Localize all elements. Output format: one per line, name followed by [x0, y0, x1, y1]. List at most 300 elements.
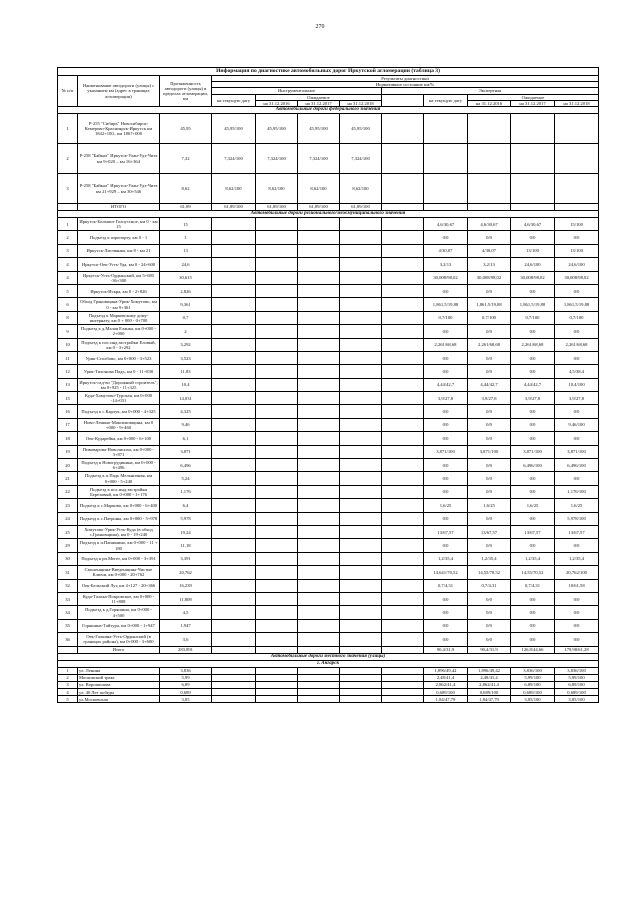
value-cell: 0/0 — [511, 512, 555, 525]
row-number: 3 — [58, 681, 78, 688]
value-cell — [298, 311, 340, 324]
value-cell — [340, 667, 382, 674]
value-cell — [212, 696, 256, 703]
value-cell — [340, 619, 382, 632]
value-cell — [256, 696, 298, 703]
value-cell: 3,871/100 — [555, 445, 599, 458]
row-number: 9 — [58, 325, 78, 338]
value-cell: 1,2/35,4 — [424, 552, 468, 565]
row-number: 21 — [58, 472, 78, 485]
value-cell: 0/0 — [511, 351, 555, 364]
road-length: 19,24 — [160, 526, 212, 539]
value-cell — [298, 231, 340, 244]
value-cell — [212, 674, 256, 681]
value-cell — [212, 311, 256, 324]
section-header-row — [58, 107, 599, 114]
value-cell — [256, 378, 298, 391]
road-length: 45,95 — [160, 114, 212, 144]
table-row — [58, 552, 599, 565]
value-cell — [298, 338, 340, 351]
table-row — [58, 499, 599, 512]
table-row — [58, 338, 599, 351]
value-cell: 3,871/100 — [424, 445, 468, 458]
road-length: 3,391 — [160, 552, 212, 565]
total-value — [340, 646, 382, 653]
value-cell — [212, 298, 256, 311]
table-row — [58, 674, 599, 681]
blank-cell — [382, 405, 424, 418]
value-cell: 0/0 — [468, 539, 511, 552]
value-cell — [511, 144, 555, 174]
value-cell: 0/0 — [424, 633, 468, 646]
table-row — [58, 619, 599, 632]
total-label: Итого — [78, 646, 160, 653]
road-length: 13 — [160, 244, 212, 257]
value-cell: 6,496/100 — [555, 459, 599, 472]
value-cell: 0/0 — [555, 351, 599, 364]
value-cell — [212, 418, 256, 431]
value-cell: 0/0 — [468, 325, 511, 338]
value-cell: 0/0 — [555, 325, 599, 338]
total-blank — [58, 646, 78, 653]
road-length: 7,32 — [160, 144, 212, 174]
value-cell: 45,95/100 — [212, 114, 256, 144]
value-cell — [468, 144, 511, 174]
road-name: Р-258 "Байкал" Иркутск-Улан-Удэ-Чита км 21+929 – км 30+546 — [78, 174, 160, 204]
total-value — [298, 646, 340, 653]
value-cell — [340, 338, 382, 351]
value-cell: 30,008/98,02 — [555, 271, 599, 284]
value-cell: 0/0 — [424, 619, 468, 632]
road-name: Обход Грановщина-Урик-Хомутово, км 0 - км 9+361 — [78, 298, 160, 311]
value-cell — [256, 512, 298, 525]
header-i-2018: на 31.12.2018 — [340, 100, 382, 106]
value-cell — [256, 405, 298, 418]
road-length: 4,325 — [160, 405, 212, 418]
value-cell: 2,48/41,4 — [424, 674, 468, 681]
value-cell — [340, 696, 382, 703]
value-cell — [298, 392, 340, 405]
road-name: Урик-Тихонова Падь, км 0 - 11+830 — [78, 365, 160, 378]
total-label: ИТОГО — [78, 204, 160, 211]
header-e-expected: Ожидаемое — [468, 94, 599, 100]
road-name: Иркутск-Усть-Ордынский, км 5+685 -36+300 — [78, 271, 160, 284]
row-number: 17 — [58, 418, 78, 431]
value-cell: 0/0 — [468, 418, 511, 431]
header-normative: Нормативное состояние км/% — [212, 82, 599, 88]
value-cell — [256, 592, 298, 605]
value-cell — [212, 351, 256, 364]
blank-cell — [382, 526, 424, 539]
value-cell — [212, 459, 256, 472]
road-name: Горяшина-Тайтура, км 0+000 - 1+947 — [78, 619, 160, 632]
value-cell — [256, 218, 298, 231]
value-cell — [298, 633, 340, 646]
value-cell: 3,2/13 — [424, 258, 468, 271]
value-cell: 1,2/35,4 — [468, 552, 511, 565]
total-row — [58, 204, 599, 211]
value-cell — [298, 258, 340, 271]
value-cell — [298, 696, 340, 703]
row-number: 30 — [58, 552, 78, 565]
value-cell — [340, 325, 382, 338]
total-value: 61,89/100 — [298, 204, 340, 211]
header-results: Результаты диагностики — [212, 76, 599, 82]
value-cell — [424, 174, 468, 204]
road-length: 6,4 — [160, 499, 212, 512]
value-cell — [256, 325, 298, 338]
value-cell — [212, 485, 256, 498]
road-length: 20,762 — [160, 566, 212, 579]
road-length: 3,292 — [160, 338, 212, 351]
row-number: 15 — [58, 392, 78, 405]
value-cell: 0/0 — [511, 325, 555, 338]
value-cell — [256, 485, 298, 498]
value-cell: 0/0 — [424, 231, 468, 244]
value-cell: 13/100 — [555, 244, 599, 257]
value-cell: 0/0 — [511, 485, 555, 498]
value-cell: 0/0 — [555, 432, 599, 445]
total-value: 179,98/61,28 — [555, 646, 599, 653]
value-cell: 0/0 — [424, 459, 468, 472]
table-row — [58, 325, 599, 338]
value-cell: 3,85/100 — [555, 696, 599, 703]
value-cell — [256, 244, 298, 257]
value-cell — [212, 499, 256, 512]
value-cell: 24,6/100 — [555, 258, 599, 271]
value-cell: 2,261/68,68 — [424, 338, 468, 351]
road-length: 30,615 — [160, 271, 212, 284]
header-length: Протяженность автодороги (улицы) в пределах агломерации, км — [160, 76, 212, 107]
road-name: Подъезд к с.Патроны, км 0+000 - 5+978 — [78, 512, 160, 525]
row-number: 29 — [58, 539, 78, 552]
road-length: 2 — [160, 325, 212, 338]
value-cell — [340, 445, 382, 458]
value-cell — [212, 689, 256, 696]
value-cell — [256, 271, 298, 284]
value-cell: 0/0 — [468, 365, 511, 378]
value-cell: 10/61,58 — [555, 579, 599, 592]
value-cell: 0/0 — [468, 459, 511, 472]
value-cell — [340, 566, 382, 579]
value-cell: 0/0 — [424, 365, 468, 378]
table-row — [58, 539, 599, 552]
road-length: 3,523 — [160, 351, 212, 364]
road-name: Оек-Бельский Луг, км 4+127 - 20+366 — [78, 579, 160, 592]
value-cell — [340, 365, 382, 378]
row-number: 12 — [58, 365, 78, 378]
value-cell: 0/0 — [468, 606, 511, 619]
value-cell: 0/0 — [468, 512, 511, 525]
blank-cell — [382, 566, 424, 579]
value-cell — [212, 512, 256, 525]
table-row — [58, 696, 599, 703]
road-name: Смоленщина-Введенщина-Чистые Ключи, км 0+000 - 20+762 — [78, 566, 160, 579]
value-cell — [340, 606, 382, 619]
blank-cell — [382, 633, 424, 646]
value-cell — [298, 365, 340, 378]
value-cell — [340, 298, 382, 311]
blank-cell — [382, 459, 424, 472]
row-number: 36 — [58, 633, 78, 646]
value-cell: 0/0 — [468, 432, 511, 445]
value-cell: 4/30,07 — [468, 244, 511, 257]
table-row — [58, 244, 599, 257]
value-cell: 0/0 — [468, 351, 511, 364]
value-cell: 3,85/100 — [511, 696, 555, 703]
value-cell: 0,689/100 — [511, 689, 555, 696]
table-row — [58, 405, 599, 418]
table-row — [58, 218, 599, 231]
value-cell: 45,95/100 — [340, 114, 382, 144]
total-length: 61,89 — [160, 204, 212, 211]
total-value: 90,4/31,9 — [424, 646, 468, 653]
value-cell — [298, 472, 340, 485]
value-cell: 1,861,5/19,88 — [468, 298, 511, 311]
blank-cell — [382, 696, 424, 703]
value-cell: 1,6/25 — [555, 499, 599, 512]
value-cell — [511, 174, 555, 204]
road-length: 9,361 — [160, 298, 212, 311]
value-cell: 1,2/35,4 — [511, 552, 555, 565]
road-name: Урик-Столбово, км 0+000 - 3+523 — [78, 351, 160, 364]
value-cell: 5,99/100 — [511, 674, 555, 681]
blank-cell — [382, 472, 424, 485]
value-cell: 14,55/70,52 — [468, 566, 511, 579]
blank-cell — [382, 539, 424, 552]
blank-cell — [382, 579, 424, 592]
table-row — [58, 579, 599, 592]
value-cell — [298, 218, 340, 231]
value-cell — [212, 325, 256, 338]
table-row — [58, 512, 599, 525]
value-cell — [256, 231, 298, 244]
value-cell: 0,7/100 — [555, 311, 599, 324]
value-cell: 3,2/13 — [468, 258, 511, 271]
total-value — [511, 204, 555, 211]
table-row — [58, 432, 599, 445]
blank-cell — [382, 674, 424, 681]
road-name: Подъезд к пос.инд.застройки Еловый, км 0 - 3+292 — [78, 338, 160, 351]
value-cell — [340, 512, 382, 525]
value-cell — [212, 338, 256, 351]
value-cell — [256, 667, 298, 674]
value-cell: 0/0 — [424, 606, 468, 619]
value-cell: 5,99/100 — [555, 674, 599, 681]
value-cell: 1,84/47,79 — [424, 696, 468, 703]
table-row — [58, 351, 599, 364]
page-number: 270 — [315, 24, 325, 30]
value-cell: 0/0 — [555, 606, 599, 619]
value-cell — [212, 432, 256, 445]
value-cell: 0/0 — [424, 432, 468, 445]
blank-cell — [382, 445, 424, 458]
road-name: Подъезд к с.Карлук, км 0+000 - 4+325 — [78, 405, 160, 418]
value-cell — [298, 619, 340, 632]
road-name: Хомутово-Урик-Усть-Куда (в обход с.Грановщина), км 0 - 19+240 — [78, 526, 160, 539]
value-cell: 0/0 — [511, 539, 555, 552]
value-cell — [298, 432, 340, 445]
road-name: Подъезд к пос.инд.застройки Березовый, км 0+000 - 1+176 — [78, 485, 160, 498]
row-number: 16 — [58, 405, 78, 418]
blank-cell — [382, 325, 424, 338]
value-cell — [212, 231, 256, 244]
road-name: Подъезд к рп.Мегет, км 0+000 - 3+391 — [78, 552, 160, 565]
table-row — [58, 459, 599, 472]
table-row — [58, 592, 599, 605]
value-cell: 1,6/25 — [424, 499, 468, 512]
blank-cell — [382, 418, 424, 431]
header-e-2017: на 31.12.2017 — [511, 100, 555, 106]
value-cell — [256, 284, 298, 297]
value-cell: 6,89/100 — [511, 681, 555, 688]
value-cell — [256, 258, 298, 271]
table-row — [58, 378, 599, 391]
value-cell — [340, 472, 382, 485]
value-cell: 13/67,57 — [468, 526, 511, 539]
value-cell: 1,861,5/19,88 — [424, 298, 468, 311]
road-length: 10,4 — [160, 378, 212, 391]
value-cell — [212, 633, 256, 646]
value-cell: 0,689/100 — [424, 689, 468, 696]
value-cell — [256, 606, 298, 619]
value-cell — [298, 526, 340, 539]
value-cell — [340, 674, 382, 681]
value-cell: 0/0 — [511, 405, 555, 418]
value-cell — [298, 378, 340, 391]
road-name: ул.Московская — [78, 696, 160, 703]
value-cell — [212, 681, 256, 688]
value-cell — [298, 418, 340, 431]
road-length: 16,239 — [160, 579, 212, 592]
value-cell — [298, 284, 340, 297]
value-cell: 0,7/100 — [511, 311, 555, 324]
value-cell: 0/0 — [424, 405, 468, 418]
table-row — [58, 114, 599, 144]
road-length: 6,89 — [160, 681, 212, 688]
value-cell — [256, 338, 298, 351]
header-instrumental: Инструментальное — [212, 88, 382, 94]
value-cell: 0/0 — [511, 432, 555, 445]
value-cell — [340, 539, 382, 552]
value-cell: 0/0 — [555, 633, 599, 646]
total-value — [424, 204, 468, 211]
value-cell: 1,84/47,79 — [468, 696, 511, 703]
road-name: Подъезд к Новогрудинина, км 0+000 - 6+496 — [78, 459, 160, 472]
value-cell — [340, 633, 382, 646]
value-cell: 0/0 — [468, 633, 511, 646]
total-value: 61,89/100 — [212, 204, 256, 211]
section-title: Автомобильные дороги местного значения (улицы) — [58, 653, 599, 660]
value-cell — [468, 174, 511, 204]
row-number: 33 — [58, 592, 78, 605]
section-title: Автомобильные дороги федерального значения — [58, 107, 599, 114]
row-number: 23 — [58, 499, 78, 512]
value-cell — [298, 592, 340, 605]
road-name: Иркутск-Большое Голоустное, км 0 - км 15 — [79, 219, 158, 230]
value-cell: 2,261/68,68 — [468, 338, 511, 351]
table-row — [58, 667, 599, 674]
blank-cell — [382, 619, 424, 632]
table-row — [58, 526, 599, 539]
value-cell — [212, 579, 256, 592]
value-cell: 0,7/100 — [468, 311, 511, 324]
blank-cell — [382, 298, 424, 311]
row-number: 31 — [58, 566, 78, 579]
value-cell: 8,62/100 — [340, 174, 382, 204]
value-cell — [340, 284, 382, 297]
value-cell: 0,689/100 — [555, 689, 599, 696]
value-cell: 0/0 — [468, 231, 511, 244]
value-cell — [212, 445, 256, 458]
value-cell: 4,44/42,7 — [424, 378, 468, 391]
section-subtitle-row — [58, 660, 599, 667]
row-number: 5 — [58, 284, 78, 297]
road-length: 5,99 — [160, 674, 212, 681]
value-cell — [256, 566, 298, 579]
road-name: Куда-Талька-Покровское, км 0+000 - 11+808 — [78, 592, 160, 605]
table-row — [58, 144, 599, 174]
value-cell: 1,176/100 — [555, 485, 599, 498]
blank-cell — [382, 144, 424, 174]
blank-cell — [382, 114, 424, 144]
road-name: Оек-Кударейка, км 0+000 - 6+100 — [78, 432, 160, 445]
value-cell: 0/0 — [555, 619, 599, 632]
row-number: 1 — [58, 114, 78, 144]
value-cell — [256, 365, 298, 378]
value-cell: 0/0 — [424, 284, 468, 297]
value-cell: 4,6/30,67 — [468, 218, 511, 231]
value-cell: 0/0 — [555, 231, 599, 244]
blank-cell — [382, 218, 424, 231]
value-cell — [340, 499, 382, 512]
value-cell — [256, 526, 298, 539]
total-value — [555, 204, 599, 211]
value-cell — [212, 592, 256, 605]
row-number: 20 — [58, 459, 78, 472]
value-cell — [212, 539, 256, 552]
road-name: Подъезд к д.Горяшина, км 0+000 - 4+500 — [78, 606, 160, 619]
road-length: 3,85 — [160, 696, 212, 703]
value-cell — [212, 667, 256, 674]
road-name: Подъезд к с.Марково, км 0+000 - 6+400 — [78, 499, 160, 512]
road-name: Подъезд к п.Пашинино, км 0+000 - 11 + 180 — [78, 539, 160, 552]
value-cell — [340, 526, 382, 539]
header-e-2018: на 31.12.2018 — [555, 100, 599, 106]
value-cell: 0/0 — [468, 485, 511, 498]
row-number: 6 — [58, 298, 78, 311]
row-number: 19 — [58, 445, 78, 458]
value-cell: 0/0 — [424, 592, 468, 605]
value-cell — [256, 633, 298, 646]
road-length: 14,031 — [160, 392, 212, 405]
value-cell: 30,008/98,02 — [468, 271, 511, 284]
road-name: Подъезд к аэропорту, км 0 - 1 — [78, 231, 160, 244]
value-cell — [424, 144, 468, 174]
row-number: 11 — [58, 351, 78, 364]
value-cell — [212, 392, 256, 405]
blank-cell — [382, 231, 424, 244]
value-cell: 0/0 — [555, 592, 599, 605]
value-cell — [555, 174, 599, 204]
value-cell — [298, 298, 340, 311]
blank-cell — [382, 689, 424, 696]
value-cell — [256, 499, 298, 512]
value-cell: 0/0 — [468, 592, 511, 605]
value-cell — [256, 445, 298, 458]
table-title: Информация по диагностике автомобильных дорог Иркутской агломерации (таблица 3) — [58, 68, 599, 76]
road-length: 8,62 — [160, 174, 212, 204]
